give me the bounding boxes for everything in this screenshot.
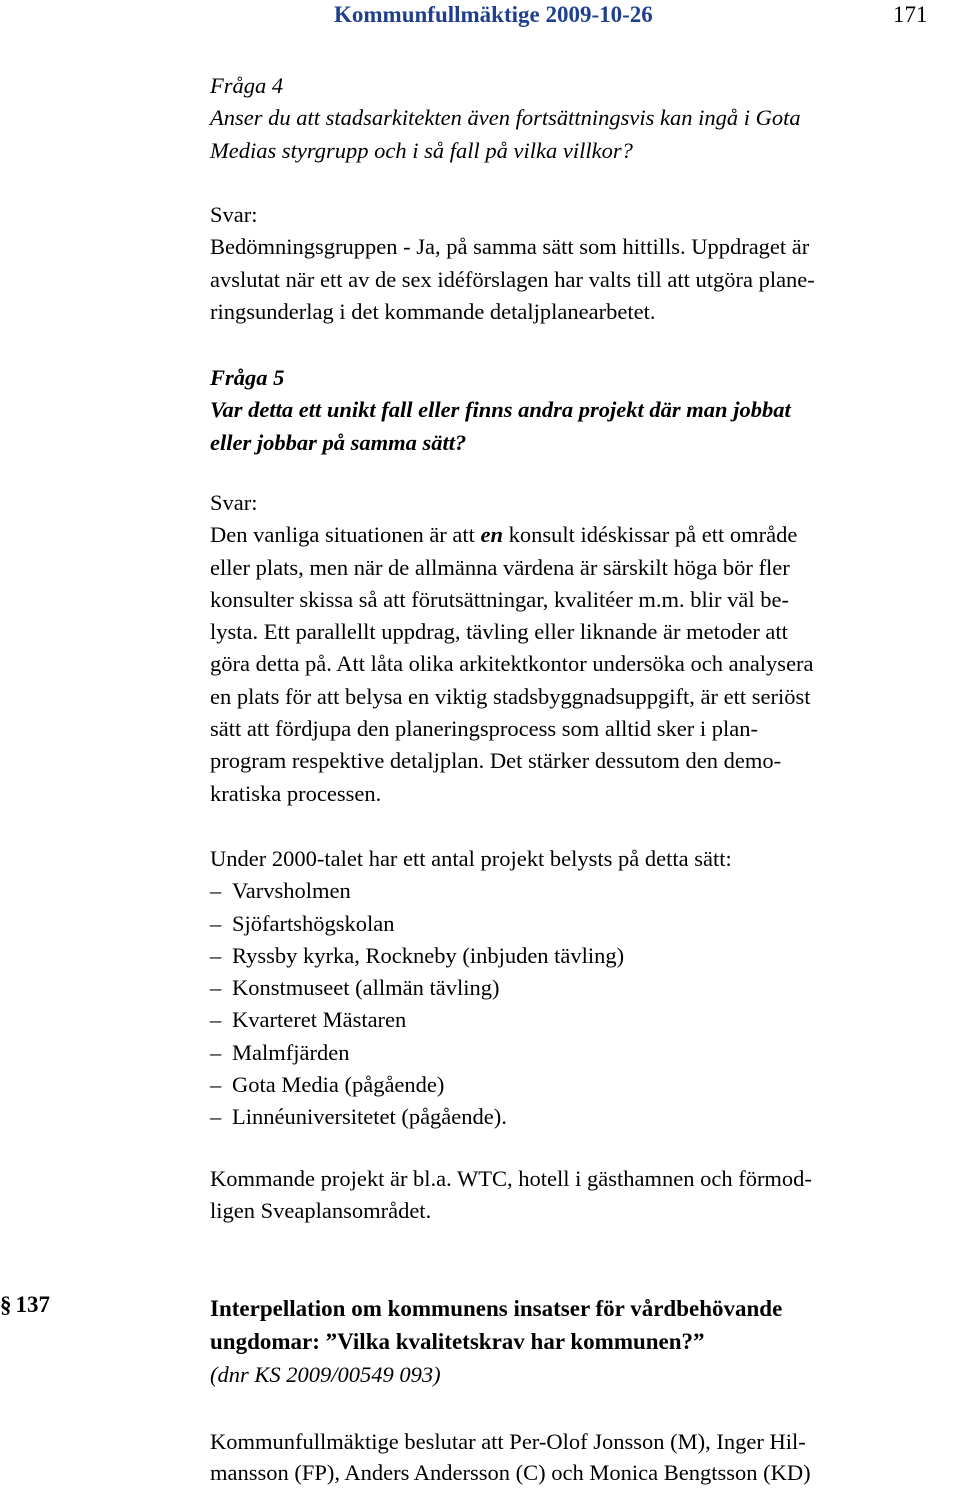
project-list-intro: Under 2000-talet har ett antal projekt belysts på detta sätt: — [210, 846, 732, 871]
decision-line: mansson (FP), Anders Andersson (C) och Monica Bengtsson (KD) — [210, 1459, 811, 1485]
section-title-line: ungdomar: ”Vilka kvalitetskrav har kommunen?” — [210, 1329, 705, 1354]
answer-5-line: lysta. Ett parallellt uppdrag, tävling eller liknande är metoder att — [210, 619, 788, 645]
question-5-heading: Fråga 5 — [210, 365, 285, 390]
section-dnr: (dnr KS 2009/00549 093) — [210, 1362, 441, 1387]
section-heading — [210, 1292, 950, 1391]
answer-4-line: avslutat när ett av de sex idéförslagen har valts till att utgöra plane- — [210, 266, 815, 292]
answer-5-line-end: konsult idéskissar på ett område — [503, 522, 798, 548]
answer-4-label: Svar: — [210, 202, 258, 227]
answer-5-line: konsulter skissa så att förutsättningar, kvalitéer m.m. blir väl be- — [210, 586, 789, 612]
list-item: – Sjöfartshögskolan — [210, 910, 395, 936]
answer-5 — [210, 487, 948, 810]
list-item: – Malmfjärden — [210, 1039, 350, 1065]
list-item: – Varvsholmen — [210, 878, 351, 904]
question-4-heading: Fråga 4 — [210, 73, 284, 98]
page-header — [0, 0, 960, 30]
header-title: Kommunfullmäktige 2009-10-26 — [334, 2, 653, 27]
decision-line: Kommunfullmäktige beslutar att Per-Olof Jonsson (M), Inger Hil- — [210, 1429, 806, 1454]
answer-4-line: Bedömningsgruppen - Ja, på samma sätt som hittills. Uppdraget är — [210, 234, 810, 260]
answer-5-line: kratiska processen. — [210, 780, 382, 806]
question-5 — [210, 362, 948, 459]
answer-5-label: Svar: — [210, 490, 258, 515]
section-symbol: § — [0, 1292, 12, 1317]
answer-5-line: eller plats, men när de allmänna värdena är särskilt höga bör fler — [210, 554, 790, 580]
answer-5-emphasis: en — [480, 522, 504, 548]
section-title-line: Interpellation om kommunens insatser för vårdbehövande — [210, 1296, 783, 1321]
list-item: – Gota Media (pågående) — [210, 1072, 445, 1098]
answer-5-line: göra detta på. Att låta olika arkitektkontor undersöka och analysera — [210, 651, 814, 677]
question-4-line: Anser du att stadsarkitekten även fortsättningsvis kan ingå i Gota — [210, 105, 801, 131]
decision-text — [210, 1427, 950, 1488]
list-item: – Konstmuseet (allmän tävling) — [210, 975, 500, 1001]
question-5-line: Var detta ett unikt fall eller finns andra projekt där man jobbat — [210, 397, 791, 423]
list-item: – Kvarteret Mästaren — [210, 1007, 407, 1033]
list-item: – Ryssby kyrka, Rockneby (inbjuden tävling) — [210, 942, 625, 968]
answer-5-line-start: Den vanliga situationen är att — [210, 522, 481, 548]
answer-5-line — [210, 519, 948, 551]
page-number: 171 — [893, 2, 928, 27]
question-4-line: Medias styrgrupp och i så fall på vilka villkor? — [210, 137, 633, 163]
answer-5-line: sätt att fördjupa den planeringsprocess som alltid sker i plan- — [210, 716, 758, 742]
question-4 — [210, 70, 948, 167]
upcoming-projects — [210, 1163, 948, 1228]
answer-5-line: en plats för att belysa en viktig stadsbyggnadsuppgift, är ett seriöst — [210, 683, 811, 709]
section-number: 137 — [15, 1292, 50, 1317]
answer-4-line: ringsunderlag i det kommande detaljplanearbetet. — [210, 298, 656, 324]
answer-4 — [210, 199, 948, 328]
section-marker — [0, 1292, 50, 1318]
answer-5-line: program respektive detaljplan. Det stärker dessutom den demo- — [210, 748, 782, 774]
upcoming-line: ligen Sveaplansområdet. — [210, 1198, 432, 1224]
upcoming-line: Kommande projekt är bl.a. WTC, hotell i gästhamnen och förmod- — [210, 1166, 812, 1191]
question-5-line: eller jobbar på samma sätt? — [210, 429, 467, 455]
project-list — [210, 843, 948, 1134]
list-item: – Linnéuniversitetet (pågående). — [210, 1104, 507, 1130]
